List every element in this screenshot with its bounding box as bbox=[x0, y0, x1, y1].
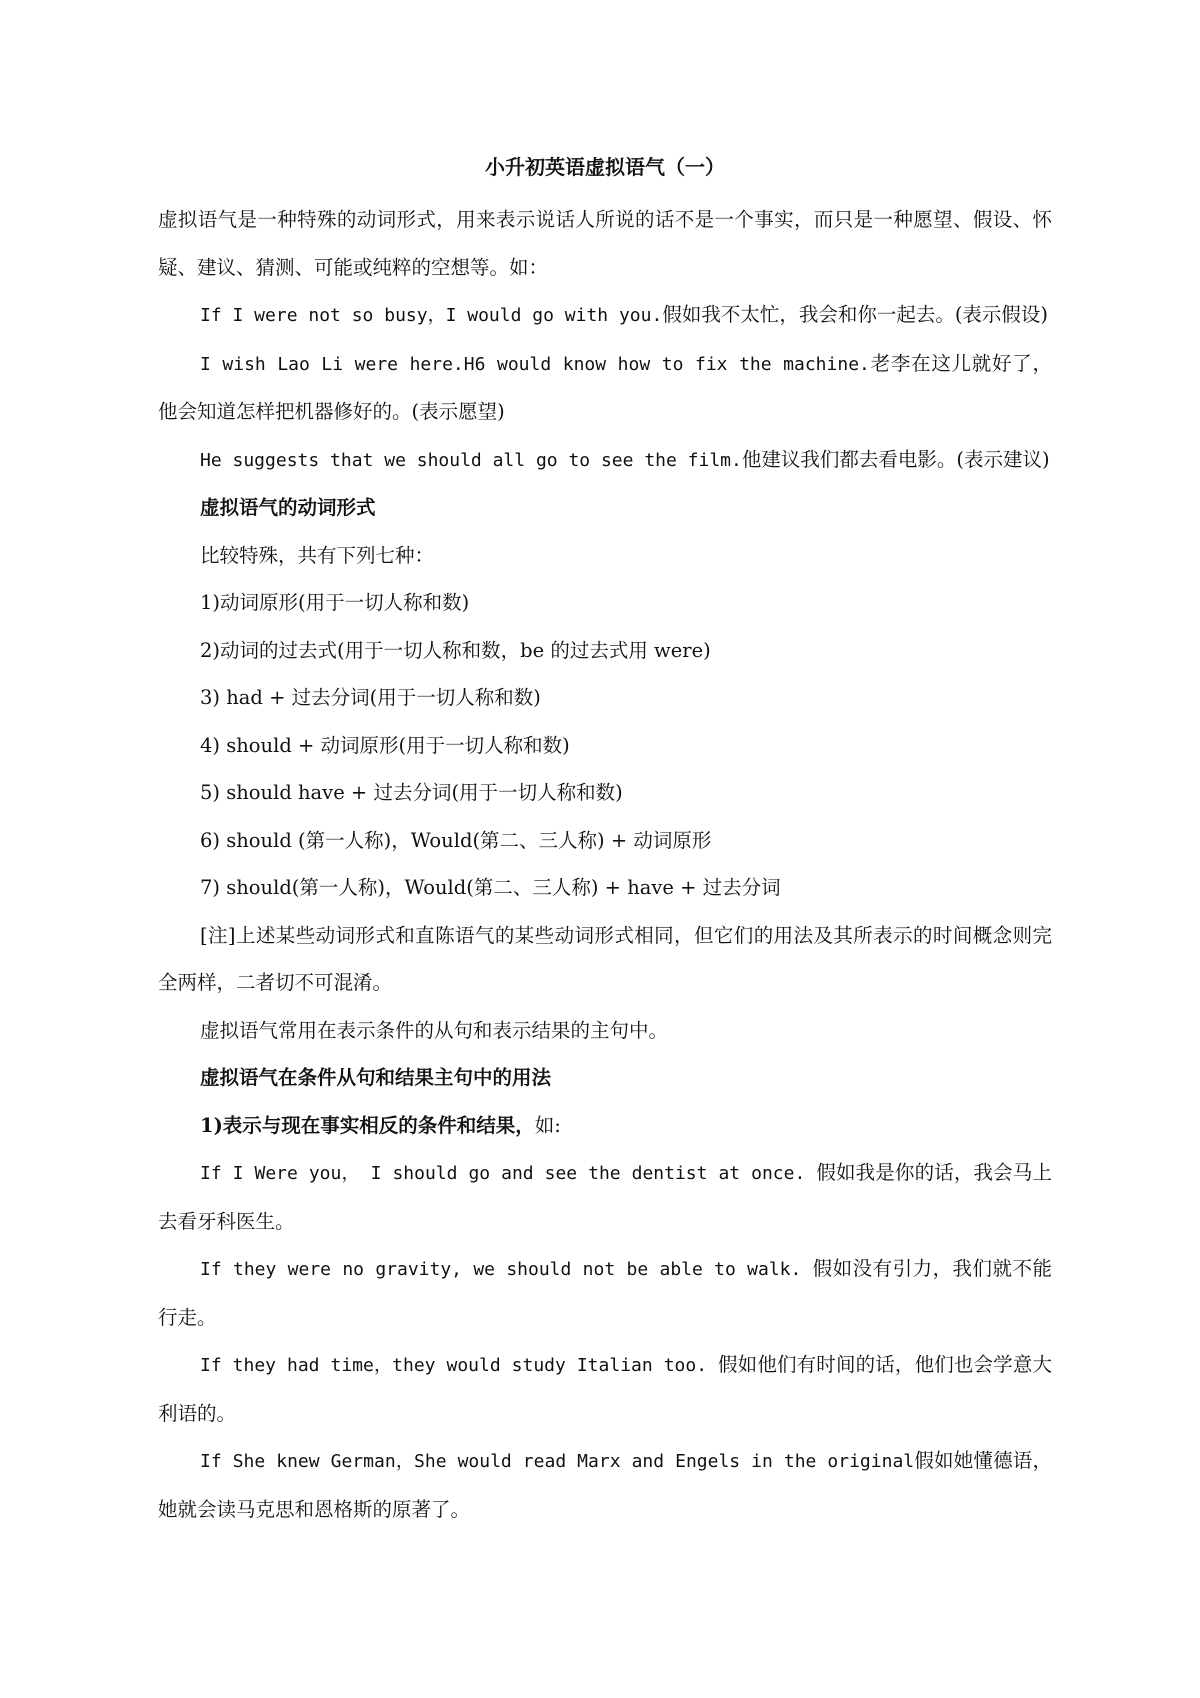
example-chinese: 假如我不太忙，我会和你一起去。(表示假设) bbox=[662, 303, 1049, 326]
verb-form-item: 7) should(第一人称)，Would(第二、三人称) + have + 过去分词 bbox=[200, 876, 781, 899]
example-english: If She knew German，She would read Marx and Engels in the original bbox=[200, 1451, 915, 1472]
example-english: If they had time，they would study Italian too. bbox=[200, 1355, 719, 1376]
verb-form-item: 2)动词的过去式(用于一切人称和数，be 的过去式用 were) bbox=[200, 638, 711, 662]
example-chinese: 假如没有引力，我们就不能行走。 bbox=[158, 1257, 1052, 1329]
example-sentence bbox=[158, 1437, 1052, 1533]
verb-form-item: 6) should (第一人称)，Would(第二、三人称) + 动词原形 bbox=[200, 828, 712, 852]
section-heading: 虚拟语气的动词形式 bbox=[200, 496, 376, 519]
verb-form-item: 4) should + 动词原形(用于一切人称和数) bbox=[200, 733, 570, 757]
verb-form-item: 3) had + 过去分词(用于一切人称和数) bbox=[200, 686, 541, 709]
example-sentence bbox=[158, 1245, 1052, 1341]
document-title: 小升初英语虚拟语气（一） bbox=[485, 155, 725, 179]
example-chinese: 老李在这儿就好了，他会知道怎样把机器修好的。(表示愿望) bbox=[158, 351, 1052, 423]
example-sentence bbox=[158, 291, 1052, 340]
section-heading: 虚拟语气在条件从句和结果主句中的用法 bbox=[200, 1066, 552, 1089]
example-english: If I were not so busy，I would go with you. bbox=[200, 305, 663, 326]
example-english: If I Were you， I should go and see the dentist at once. bbox=[200, 1163, 817, 1184]
example-chinese: 他建议我们都去看电影。(表示建议) bbox=[741, 447, 1050, 471]
usage-paragraph: 虚拟语气常用在表示条件的从句和表示结果的主句中。 bbox=[200, 1018, 669, 1042]
example-sentence bbox=[158, 1149, 1052, 1245]
sub-heading bbox=[158, 1102, 1052, 1150]
section-lead: 比较特殊，共有下列七种： bbox=[200, 543, 435, 567]
example-english: If they were no gravity, we should not be able to walk. bbox=[200, 1259, 813, 1280]
example-chinese: 假如我是你的话，我会马上去看牙科医生。 bbox=[158, 1161, 1052, 1233]
document-body bbox=[158, 152, 1052, 1533]
sub-heading-tail: 如: bbox=[534, 1113, 561, 1137]
note-paragraph: [注]上述某些动词形式和直陈语气的某些动词形式相同，但它们的用法及其所表示的时间概念则完全两样，二者切不可混淆。 bbox=[158, 923, 1052, 994]
example-sentence bbox=[158, 436, 1052, 485]
example-english: He suggests that we should all go to see the film. bbox=[200, 449, 742, 471]
intro-paragraph: 虚拟语气是一种特殊的动词形式，用来表示说话人所说的话不是一个事实，而只是一种愿望、假设、怀疑、建议、猜测、可能或纯粹的空想等。如： bbox=[158, 208, 1052, 279]
example-english: I wish Lao Li were here.H6 would know how to fix the machine. bbox=[200, 353, 870, 375]
sub-heading-text: 1)表示与现在事实相反的条件和结果， bbox=[200, 1113, 535, 1137]
example-sentence bbox=[158, 340, 1052, 436]
example-chinese: 假如她懂德语，她就会读马克思和恩格斯的原著了。 bbox=[158, 1449, 1052, 1521]
example-sentence bbox=[158, 1341, 1052, 1437]
example-chinese: 假如他们有时间的话，他们也会学意大利语的。 bbox=[158, 1353, 1052, 1425]
verb-form-item: 1)动词原形(用于一切人称和数) bbox=[200, 591, 470, 614]
verb-form-item: 5) should have + 过去分词(用于一切人称和数) bbox=[200, 781, 623, 804]
